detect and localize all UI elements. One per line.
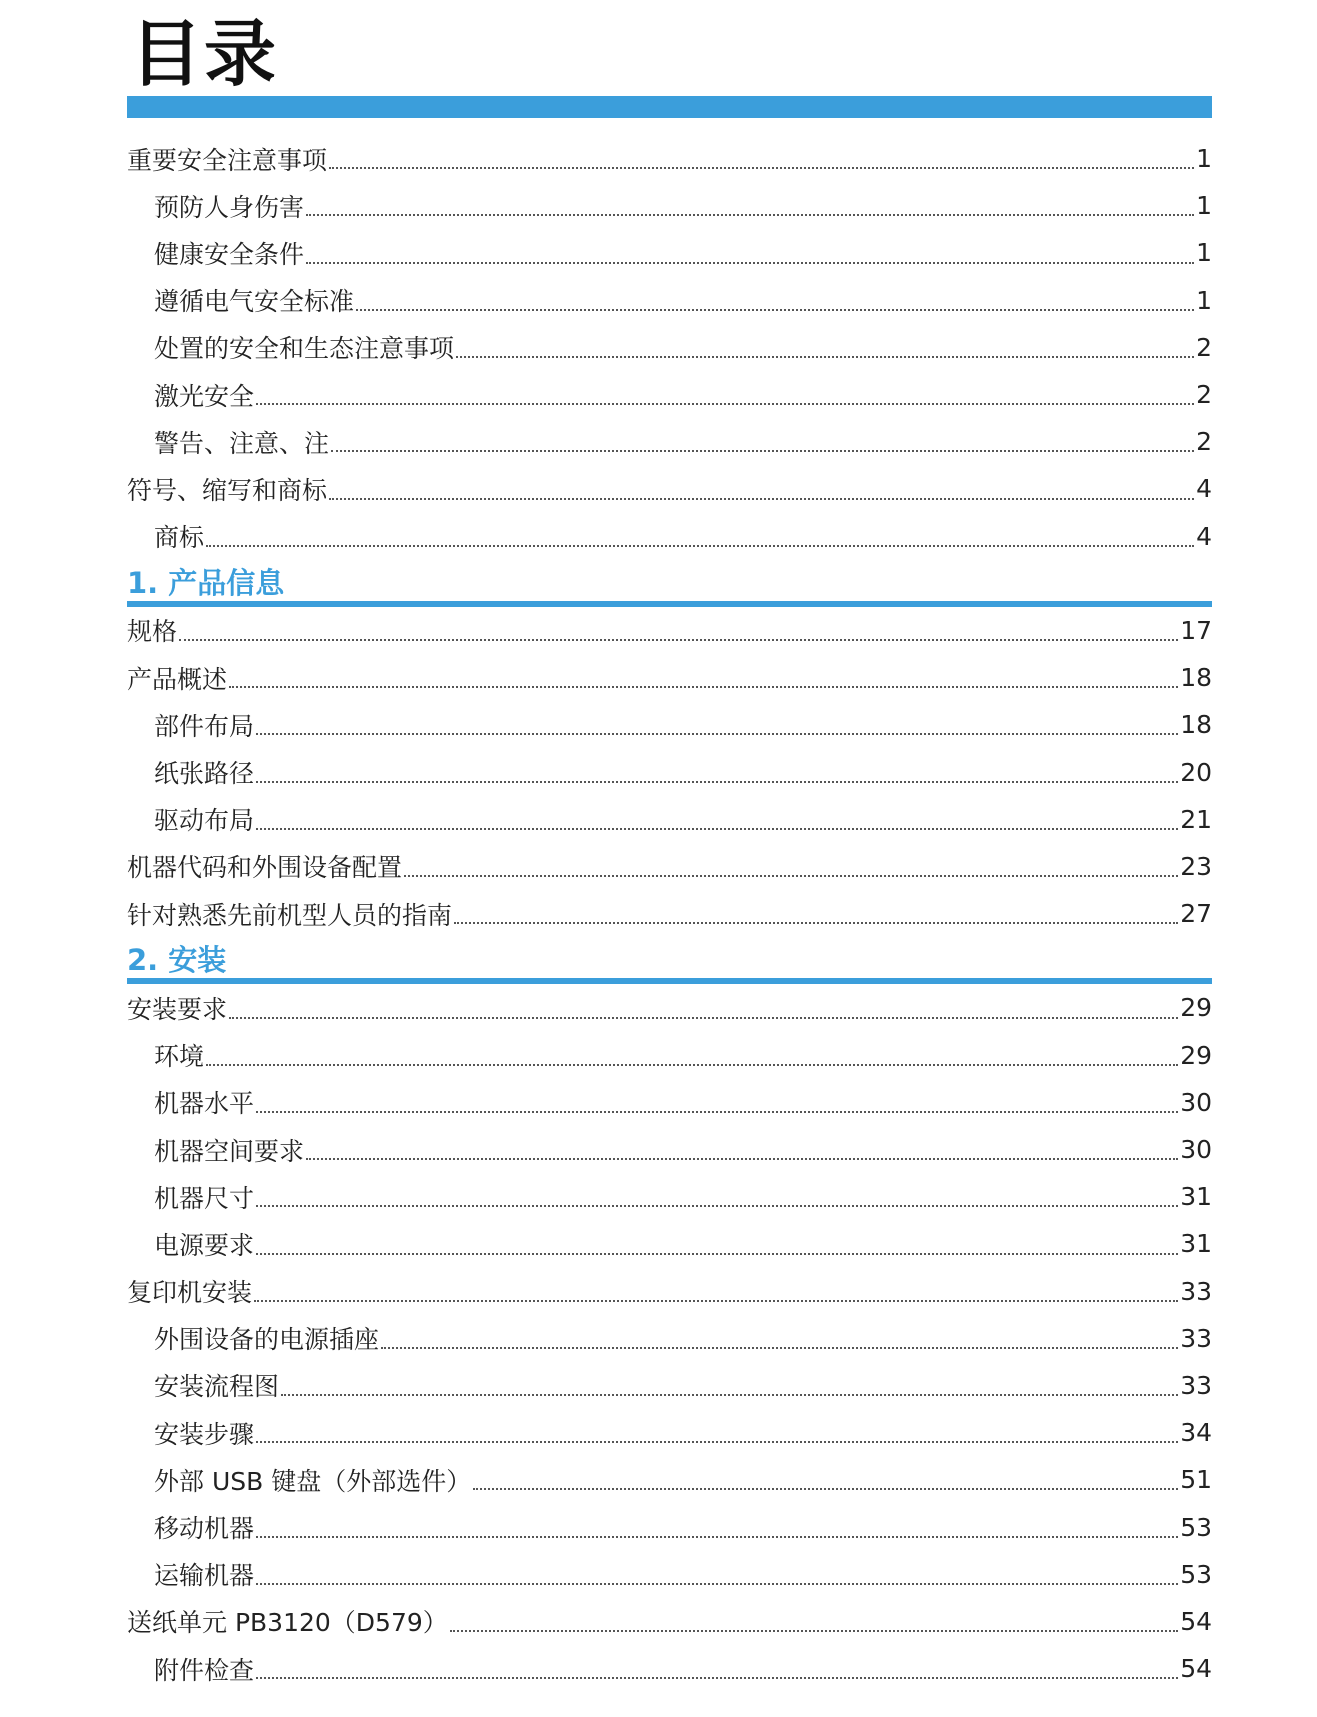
dot-leader xyxy=(256,1205,1178,1207)
toc-subentry[interactable] xyxy=(127,229,1212,276)
toc-entry[interactable] xyxy=(127,607,1212,654)
toc-page-number: 54 xyxy=(1180,1606,1212,1636)
dot-leader xyxy=(229,686,1178,688)
toc-page-number: 30 xyxy=(1180,1135,1212,1165)
toc-page-number: 1 xyxy=(1196,238,1212,268)
toc-page-number: 51 xyxy=(1180,1465,1212,1495)
toc-entry-label: 预防人身伤害 xyxy=(154,192,305,222)
toc-page-number: 33 xyxy=(1180,1323,1212,1353)
toc-subentry[interactable] xyxy=(127,1220,1212,1267)
toc-page-number: 33 xyxy=(1180,1370,1212,1400)
toc-subentry[interactable] xyxy=(127,513,1212,560)
toc-subentry[interactable] xyxy=(127,324,1212,371)
toc-entry-label: 外围设备的电源插座 xyxy=(154,1325,380,1355)
dot-leader xyxy=(356,309,1194,311)
toc-page-number: 30 xyxy=(1180,1087,1212,1117)
dot-leader xyxy=(256,1253,1178,1255)
dot-leader xyxy=(454,922,1178,924)
toc-entry-label: 安装步骤 xyxy=(154,1419,255,1449)
toc-entry-label: 纸张路径 xyxy=(154,759,255,789)
toc-page-number: 33 xyxy=(1180,1276,1212,1306)
toc-page-number: 34 xyxy=(1180,1418,1212,1448)
toc-entry-label: 产品概述 xyxy=(127,664,228,694)
toc-page-number: 4 xyxy=(1196,474,1212,504)
chapter-rule xyxy=(127,978,1212,984)
toc-subentry[interactable] xyxy=(127,1032,1212,1079)
toc-subentry[interactable] xyxy=(127,418,1212,465)
dot-leader xyxy=(306,214,1194,216)
toc-entry-label: 驱动布局 xyxy=(154,806,255,836)
toc-entry[interactable] xyxy=(127,1598,1212,1645)
toc-subentry[interactable] xyxy=(127,1456,1212,1503)
toc-subentry[interactable] xyxy=(127,277,1212,324)
toc-subentry[interactable] xyxy=(127,1079,1212,1126)
toc-entry-label: 激光安全 xyxy=(154,381,255,411)
toc-subentry[interactable] xyxy=(127,1503,1212,1550)
toc-entry-label: 安装要求 xyxy=(127,994,228,1024)
dot-leader xyxy=(404,875,1178,877)
dot-leader xyxy=(254,1300,1178,1302)
toc-subentry[interactable] xyxy=(127,1315,1212,1362)
dot-leader xyxy=(306,262,1194,264)
dot-leader xyxy=(306,1158,1178,1160)
title-rule xyxy=(127,96,1212,118)
toc-entry-label: 机器尺寸 xyxy=(154,1183,255,1213)
toc-entry-label: 部件布局 xyxy=(154,711,255,741)
toc-subentry[interactable] xyxy=(127,796,1212,843)
toc-entry-label: 处置的安全和生态注意事项 xyxy=(154,334,455,364)
dot-leader xyxy=(256,781,1178,783)
toc-page-number: 18 xyxy=(1180,710,1212,740)
toc-page-number: 2 xyxy=(1196,332,1212,362)
toc-entry-label: 机器代码和外围设备配置 xyxy=(127,853,403,883)
dot-leader xyxy=(206,1064,1178,1066)
toc-entry[interactable] xyxy=(127,654,1212,701)
toc-page-number: 1 xyxy=(1196,144,1212,174)
toc-entry-label: 移动机器 xyxy=(154,1514,255,1544)
toc-page-number: 31 xyxy=(1180,1229,1212,1259)
dot-leader xyxy=(450,1630,1178,1632)
toc-entry-label: 安装流程图 xyxy=(154,1372,280,1402)
dot-leader xyxy=(456,356,1194,358)
toc-page-number: 18 xyxy=(1180,663,1212,693)
toc-page-number: 17 xyxy=(1180,615,1212,645)
dot-leader xyxy=(229,1017,1178,1019)
toc-page-number: 27 xyxy=(1180,899,1212,929)
toc-entry-label: 规格 xyxy=(127,617,178,647)
toc-page-number: 4 xyxy=(1196,521,1212,551)
toc-subentry[interactable] xyxy=(127,1126,1212,1173)
dot-leader xyxy=(256,733,1178,735)
toc-page-number: 53 xyxy=(1180,1559,1212,1589)
toc-entry-label: 商标 xyxy=(154,523,205,553)
toc-entry-label: 针对熟悉先前机型人员的指南 xyxy=(127,900,453,930)
chapter-heading[interactable] xyxy=(127,560,1212,607)
toc-page-number: 29 xyxy=(1180,1040,1212,1070)
chapter-heading-label: 2. 安装 xyxy=(127,943,227,978)
chapter-rule xyxy=(127,601,1212,607)
toc-entry-label: 遵循电气安全标准 xyxy=(154,287,355,317)
dot-leader xyxy=(256,1677,1178,1679)
toc-subentry[interactable] xyxy=(127,1362,1212,1409)
page-title: 目录 xyxy=(130,12,279,96)
chapter-heading[interactable] xyxy=(127,937,1212,984)
toc-entry-label: 健康安全条件 xyxy=(154,239,305,269)
toc-entry-label: 符号、缩写和商标 xyxy=(127,475,328,505)
dot-leader xyxy=(473,1488,1178,1490)
toc-subentry[interactable] xyxy=(127,1551,1212,1598)
dot-leader xyxy=(381,1347,1178,1349)
toc-entry[interactable] xyxy=(127,890,1212,937)
chapter-heading-label: 1. 产品信息 xyxy=(127,565,285,600)
toc-entry-label: 机器空间要求 xyxy=(154,1136,305,1166)
toc-entry-label: 环境 xyxy=(154,1042,205,1072)
toc-page-number: 31 xyxy=(1180,1182,1212,1212)
dot-leader xyxy=(179,639,1178,641)
toc-subentry[interactable] xyxy=(127,701,1212,748)
toc-entry-label: 复印机安装 xyxy=(127,1278,253,1308)
dot-leader xyxy=(329,167,1194,169)
toc-subentry[interactable] xyxy=(127,371,1212,418)
toc-subentry[interactable] xyxy=(127,1645,1212,1692)
dot-leader xyxy=(256,828,1178,830)
toc-page-number: 54 xyxy=(1180,1654,1212,1684)
toc-subentry[interactable] xyxy=(127,1409,1212,1456)
toc-subentry[interactable] xyxy=(127,748,1212,795)
table-of-contents xyxy=(127,135,1212,1692)
toc-entry-label: 外部 USB 键盘（外部选件） xyxy=(154,1466,472,1496)
toc-entry[interactable] xyxy=(127,984,1212,1031)
toc-page-number: 23 xyxy=(1180,851,1212,881)
toc-entry[interactable] xyxy=(127,1268,1212,1315)
dot-leader xyxy=(256,403,1194,405)
dot-leader xyxy=(256,1536,1178,1538)
dot-leader xyxy=(281,1394,1178,1396)
toc-subentry[interactable] xyxy=(127,182,1212,229)
dot-leader xyxy=(331,450,1194,452)
toc-entry-label: 机器水平 xyxy=(154,1089,255,1119)
dot-leader xyxy=(256,1583,1178,1585)
toc-entry[interactable] xyxy=(127,135,1212,182)
toc-entry-label: 附件检查 xyxy=(154,1655,255,1685)
toc-page-number: 20 xyxy=(1180,757,1212,787)
dot-leader xyxy=(256,1441,1178,1443)
toc-page-number: 21 xyxy=(1180,804,1212,834)
toc-entry-label: 警告、注意、注 xyxy=(154,428,330,458)
toc-entry[interactable] xyxy=(127,843,1212,890)
toc-page-number: 2 xyxy=(1196,427,1212,457)
dot-leader xyxy=(329,498,1194,500)
toc-page-number: 2 xyxy=(1196,380,1212,410)
toc-subentry[interactable] xyxy=(127,1173,1212,1220)
toc-entry-label: 送纸单元 PB3120（D579） xyxy=(127,1608,448,1638)
toc-page-number: 1 xyxy=(1196,191,1212,221)
toc-entry-label: 电源要求 xyxy=(154,1230,255,1260)
toc-entry-label: 运输机器 xyxy=(154,1561,255,1591)
toc-entry[interactable] xyxy=(127,465,1212,512)
dot-leader xyxy=(256,1111,1178,1113)
toc-page-number: 29 xyxy=(1180,993,1212,1023)
toc-page-number: 1 xyxy=(1196,285,1212,315)
toc-page-number: 53 xyxy=(1180,1512,1212,1542)
dot-leader xyxy=(206,545,1194,547)
toc-entry-label: 重要安全注意事项 xyxy=(127,145,328,175)
